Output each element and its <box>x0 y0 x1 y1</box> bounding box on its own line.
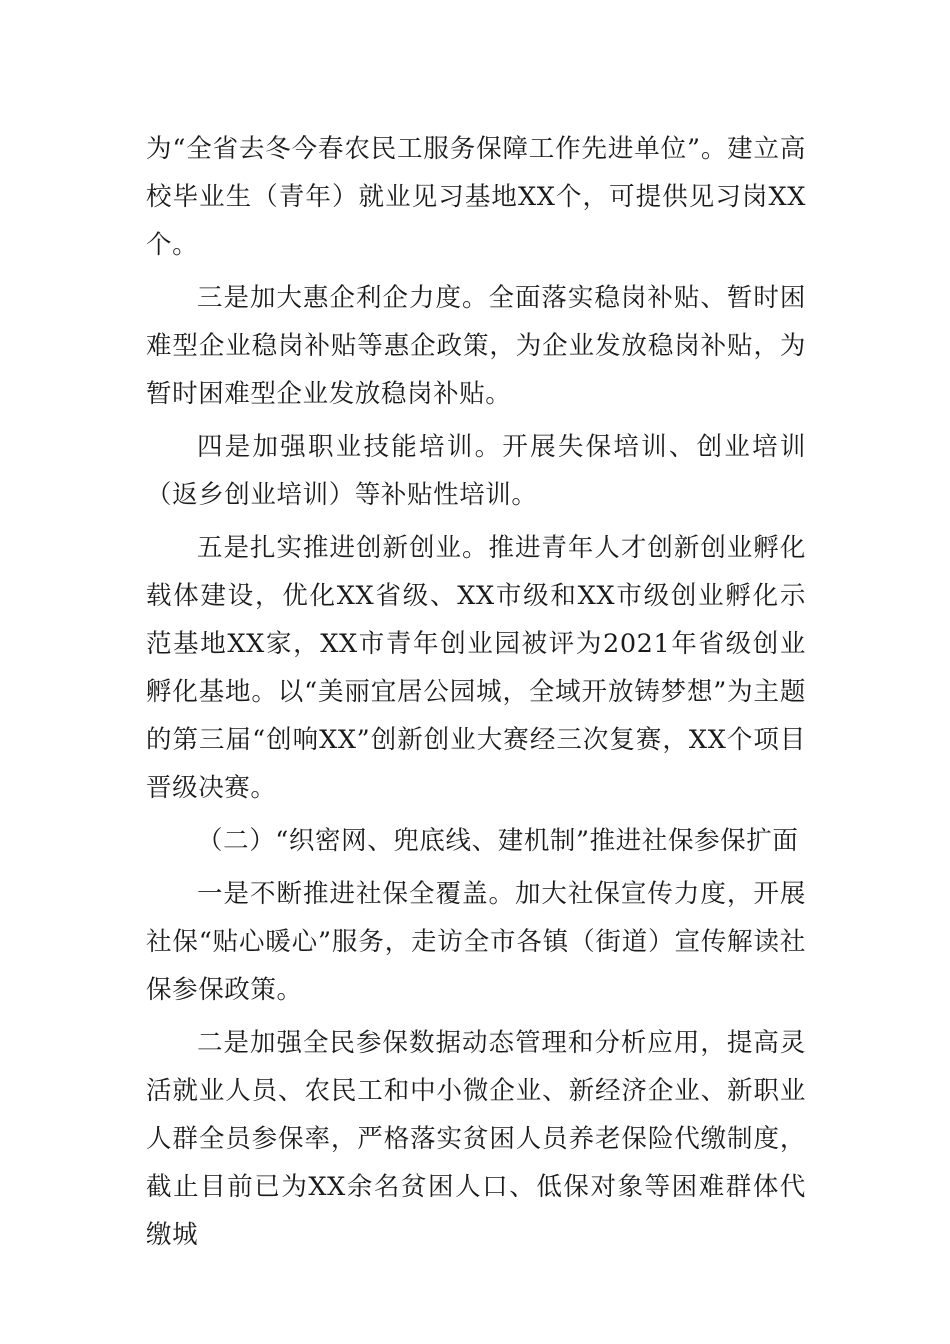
paragraph-item-5: 五是扎实推进创新创业。推进青年人才创新创业孵化载体建设，优化XX省级、XX市级和XX市级创业孵化示范基地XX家，XX市青年创业园被评为2021年省级创业孵化基地。以“美丽宜居公园城，全域开放铸梦想”为主题的第三届“创响XX”创新创业大赛经三次复赛，XX个项目晋级决赛。 <box>146 533 806 803</box>
paragraph-item-3: 三是加大惠企利企力度。全面落实稳岗补贴、暂时困难型企业稳岗补贴等惠企政策，为企业发放稳岗补贴，为暂时困难型企业发放稳岗补贴。 <box>146 283 806 409</box>
paragraph-item-1: 一是不断推进社保全覆盖。加大社保宣传力度，开展社保“贴心暖心”服务，走访全市各镇（街道）宣传解读社保参保政策。 <box>146 879 806 1005</box>
paragraph-continuation: 为“全省去冬今春农民工服务保障工作先进单位”。建立高校毕业生（青年）就业见习基地XX个，可提供见习岗XX个。 <box>146 134 806 260</box>
paragraph-item-4: 四是加强职业技能培训。开展失保培训、创业培训（返乡创业培训）等补贴性培训。 <box>146 432 806 510</box>
section-heading: （二）“织密网、兜底线、建机制”推进社保参保扩面 <box>197 826 799 856</box>
document-body <box>146 125 806 1259</box>
paragraph-item-2: 二是加强全民参保数据动态管理和分析应用，提高灵活就业人员、农民工和中小微企业、新经济企业、新职业人群全员参保率，严格落实贫困人员养老保险代缴制度，截止目前已为XX余名贫困人口、低保对象等困难群体代缴城 <box>146 1028 806 1250</box>
